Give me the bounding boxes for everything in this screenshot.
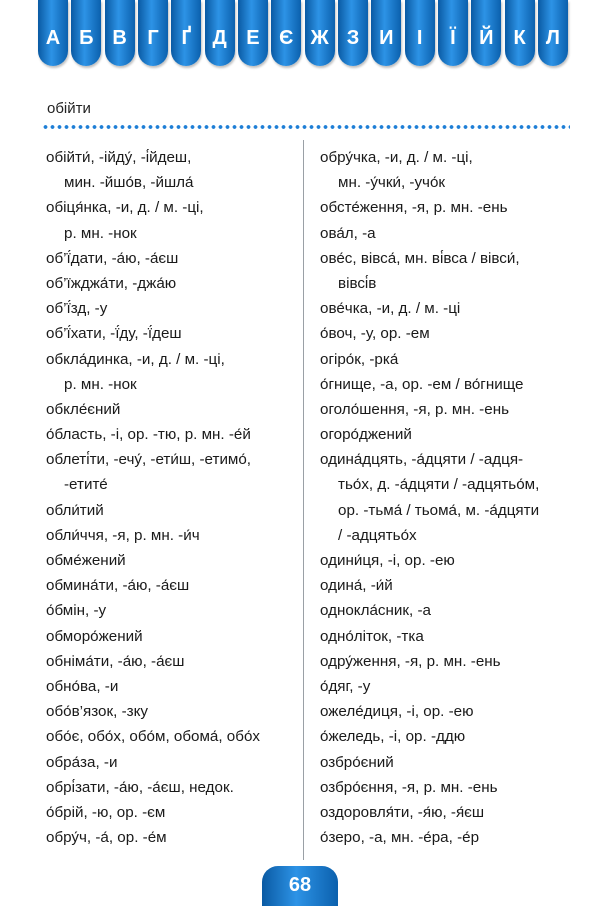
letter-tab: Е — [238, 0, 268, 66]
dictionary-entry-line: ове́чка, -и, д. / м. -ці — [320, 300, 461, 318]
dictionary-entry-line: р. мн. -нок — [64, 224, 137, 242]
letter-tab: Г — [138, 0, 168, 66]
dictionary-entry-line: мн. -у́чки́, -учо́к — [338, 174, 446, 192]
letter-tab: Й — [471, 0, 501, 66]
letter-tab: В — [105, 0, 135, 66]
dictionary-entry-line: -етите́ — [64, 476, 108, 494]
dictionary-entry-line: обійти́, -ійду́, -і́йдеш, — [46, 149, 192, 166]
dictionary-entry-line: обкла́динка, -и, д. / м. -ці, — [46, 350, 225, 368]
dictionary-entry-line: обру́ч, -а́, ор. -е́м — [46, 829, 167, 847]
dictionary-entry-line: одина́, -и́й — [320, 577, 393, 595]
dictionary-entry-line: обсте́ження, -я, р. мн. -ень — [320, 199, 508, 217]
letter-tab: Б — [71, 0, 101, 66]
dictionary-entry-line: облеті́ти, -ечу́, -ети́ш, -етимо́, — [46, 451, 252, 469]
dictionary-entry-line: одно́літок, -тка — [320, 627, 424, 645]
dictionary-entry-line: обме́жений — [46, 552, 126, 569]
running-head: обійти — [47, 100, 91, 117]
column-divider — [303, 140, 304, 860]
dictionary-entry-line: огоро́джений — [320, 426, 412, 444]
dictionary-entry-line: о́воч, -у, ор. -ем — [320, 325, 430, 343]
left-column — [46, 145, 298, 850]
letter-tab: І — [405, 0, 435, 66]
alphabet-tabs — [38, 0, 568, 66]
letter-tab: А — [38, 0, 68, 66]
dictionary-entry-line: обо́в’язок, -зку — [46, 703, 149, 721]
letter-tab: Ґ — [171, 0, 201, 66]
letter-tab: К — [505, 0, 535, 66]
dictionary-entry-line: / -адцятьо́х — [338, 526, 417, 544]
dictionary-entry-line: оголо́шення, -я, р. мн. -ень — [320, 400, 509, 418]
dictionary-entry-line: ожеле́диця, -і, ор. -ею — [320, 703, 474, 721]
dictionary-entry-line: оздоровля́ти, -я́ю, -я́єш — [320, 803, 485, 821]
letter-tab: И — [371, 0, 401, 66]
dictionary-entry-line: озбро́єння, -я, р. мн. -ень — [320, 778, 498, 796]
dictionary-entry-line: однокла́сник, -а — [320, 602, 431, 620]
dictionary-entry-line: о́брій, -ю, ор. -єм — [46, 803, 166, 821]
dictionary-entry-line: о́зеро, -а, мн. -е́ра, -е́р — [320, 829, 480, 847]
dictionary-entry-line: о́дяг, -у — [320, 677, 371, 695]
dictionary-entry-line: об’їжджа́ти, -джа́ю — [46, 274, 177, 292]
dictionary-entry-line: обіця́нка, -и, д. / м. -ці, — [46, 199, 204, 217]
dictionary-entry-line: об’ї́зд, -у — [46, 300, 108, 318]
letter-tab: Є — [271, 0, 301, 66]
dictionary-entry-line: обморо́жений — [46, 627, 143, 645]
dotted-separator — [42, 124, 570, 130]
dictionary-entry-line: ова́л, -а — [320, 224, 376, 242]
dictionary-entry-line: одру́ження, -я, р. мн. -ень — [320, 652, 501, 670]
letter-tab: З — [338, 0, 368, 66]
dictionary-entry-line: обру́чка, -и, д. / м. -ці, — [320, 149, 473, 166]
letter-tab: Л — [538, 0, 568, 66]
dictionary-entry-line: о́гнище, -а, ор. -ем / во́гнище — [320, 375, 524, 393]
dictionary-entry-line: огіро́к, -рка́ — [320, 350, 399, 368]
dictionary-entry-line: обра́за, -и — [46, 753, 118, 771]
dictionary-entry-line: обо́є, обо́х, обо́м, обома́, обо́х — [46, 728, 260, 746]
dictionary-entry-line: о́желедь, -і, ор. -ддю — [320, 728, 466, 746]
dictionary-entry-line: обмина́ти, -а́ю, -а́єш — [46, 577, 190, 595]
dictionary-entry-line: обли́тий — [46, 501, 104, 519]
dictionary-entry-line: обрі́зати, -а́ю, -а́єш, недок. — [46, 778, 234, 796]
dictionary-entry-line: одина́дцять, -а́дцяти / -адця- — [320, 451, 524, 469]
dictionary-entry-line: ор. -тьма́ / тьома́, м. -а́дцяти — [338, 501, 540, 519]
dictionary-entry-line: о́бмін, -у — [46, 602, 107, 620]
page-number: 68 — [262, 866, 338, 906]
letter-tab: Ї — [438, 0, 468, 66]
dictionary-entry-line: об’ї́хати, -ї́ду, -ї́деш — [46, 325, 182, 343]
letter-tab: Д — [205, 0, 235, 66]
dictionary-entry-line: вівсі́в — [338, 274, 377, 292]
dictionary-entry-line: тьо́х, д. -а́дцяти / -адцятьо́м, — [338, 476, 540, 494]
dictionary-entry-line: об’ї́дати, -а́ю, -а́єш — [46, 249, 179, 267]
right-column — [320, 145, 570, 850]
dictionary-entry-line: обкле́єний — [46, 400, 121, 418]
dictionary-entry-line: обніма́ти, -а́ю, -а́єш — [46, 652, 185, 670]
letter-tab: Ж — [305, 0, 335, 66]
dictionary-entry-line: р. мн. -нок — [64, 375, 137, 393]
dictionary-entry-line: озбро́єний — [320, 753, 394, 771]
dictionary-entry-line: обли́ччя, -я, р. мн. -и́ч — [46, 526, 200, 544]
dictionary-entry-line: мин. -йшо́в, -йшла́ — [64, 174, 194, 192]
dictionary-entry-line: о́бласть, -і, ор. -тю, р. мн. -е́й — [46, 426, 251, 444]
dictionary-entry-line: ове́с, вівса́, мн. ві́вса / вівси́, — [320, 249, 520, 267]
dictionary-entry-line: одини́ця, -і, ор. -ею — [320, 552, 455, 569]
dictionary-entry-line: обно́ва, -и — [46, 677, 119, 695]
